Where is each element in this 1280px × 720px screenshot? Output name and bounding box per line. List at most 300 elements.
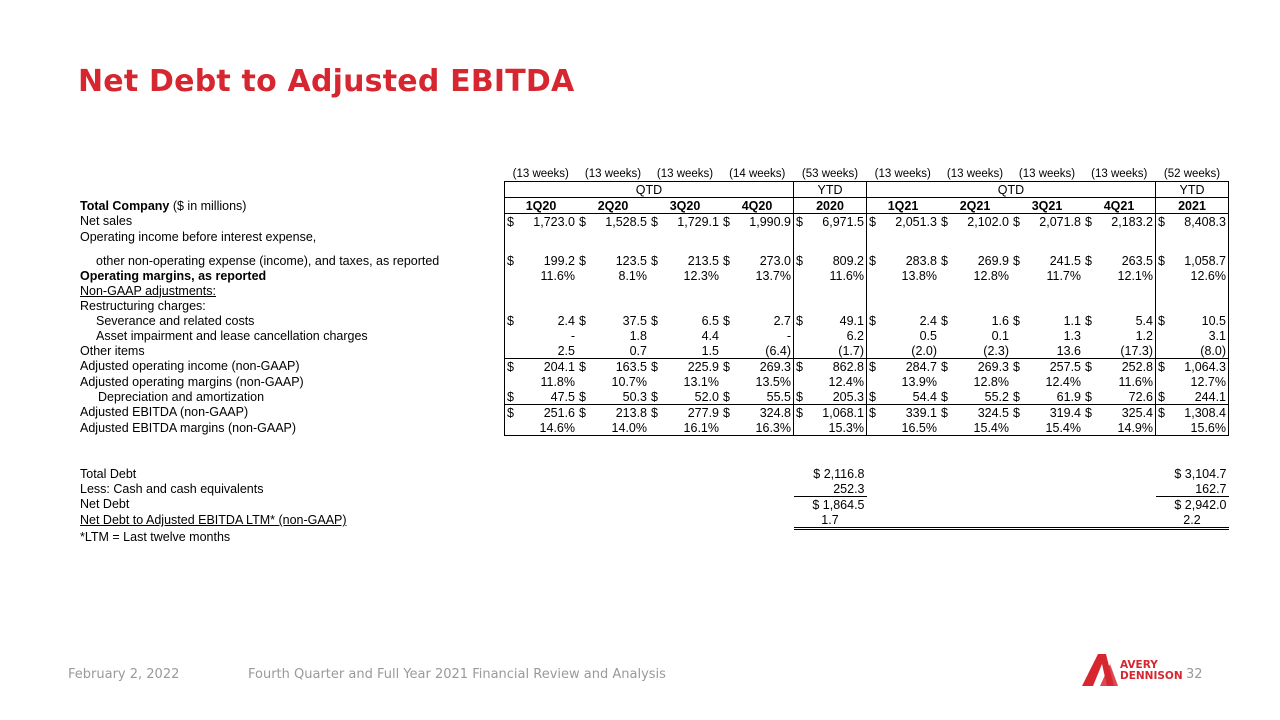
value-cell: 12.1% (1101, 268, 1156, 283)
dollar-sign: $ (867, 214, 886, 230)
value-cell: 12.8% (973, 268, 1009, 283)
ebitda-table (78, 166, 1229, 545)
value-cell (523, 298, 577, 313)
value-cell: 1,058.7 (1174, 244, 1229, 268)
logo-wordmark (1120, 660, 1183, 682)
value-cell: 55.5 (739, 389, 794, 405)
value-cell: 11.6% (540, 268, 575, 283)
dollar-sign (505, 298, 524, 313)
debt-label: Net Debt (80, 497, 130, 512)
value-cell (667, 283, 721, 298)
dollar-sign: $ (867, 313, 886, 328)
dollar-sign (1156, 343, 1175, 359)
value-cell: 10.5 (1174, 313, 1229, 328)
value-cell: 1,528.5 (605, 214, 647, 229)
value-cell: 13.7% (739, 268, 794, 283)
period-header-3Q20: 3Q20 (649, 198, 721, 214)
value-cell: 283.8 (905, 254, 937, 268)
value-cell: 6.2 (812, 328, 867, 343)
period-header-2Q20: 2Q20 (577, 198, 649, 214)
weeks-cell: (13 weeks) (656, 167, 714, 180)
value-cell: 325.4 (1101, 405, 1156, 421)
dollar-sign: $ (867, 244, 886, 268)
spacer-row (78, 436, 1229, 452)
row-adj-ebitda (78, 405, 1229, 421)
dollar-sign: $ (939, 389, 957, 405)
value-cell: 339.1 (905, 405, 937, 420)
value-cell: 1,308.4 (1174, 405, 1229, 421)
value-cell (595, 298, 649, 313)
dollar-sign: $ (867, 405, 886, 421)
value-cell: 1.1 (1063, 313, 1081, 328)
value-cell: 257.5 (1049, 359, 1081, 374)
row-label: Depreciation and amortization (98, 389, 265, 404)
debt-filler (867, 497, 1156, 513)
value-cell: - (570, 328, 575, 343)
debt-value-2021: $ 2,942.0 (1156, 497, 1229, 513)
value-cell: 163.5 (615, 359, 647, 374)
value-cell: 5.4 (1101, 313, 1156, 328)
dollar-sign (1011, 283, 1029, 298)
dollar-sign (1011, 328, 1029, 343)
value-cell: 11.6% (1101, 374, 1156, 389)
dollar-sign (505, 328, 524, 343)
debt-value-2021: 2.2 (1156, 512, 1229, 529)
dollar-sign (1011, 229, 1029, 244)
dollar-sign (1011, 298, 1029, 313)
debt-label: *LTM = Last twelve months (80, 529, 231, 544)
dollar-sign: $ (505, 313, 524, 328)
dollar-sign: $ (794, 405, 813, 421)
debt-value-2020: $ 2,116.8 (813, 466, 865, 481)
value-cell: 72.6 (1101, 389, 1156, 405)
dollar-sign: $ (651, 214, 658, 229)
dollar-sign (867, 374, 886, 389)
dollar-sign (1156, 298, 1175, 313)
dollar-sign: $ (505, 389, 524, 405)
value-cell: 12.6% (1174, 268, 1229, 283)
dollar-sign: $ (1013, 214, 1020, 229)
dollar-sign (794, 420, 813, 436)
value-cell: 14.0% (595, 420, 649, 436)
value-cell (1101, 283, 1156, 298)
value-cell: 13.9% (901, 374, 937, 389)
value-cell: 252.8 (1101, 359, 1156, 375)
page-title: Net Debt to Adjusted EBITDA (78, 64, 575, 99)
debt-value-2021: 162.7 (1195, 481, 1227, 496)
value-cell: 12.7% (1174, 374, 1229, 389)
value-cell: 15.4% (957, 420, 1011, 436)
value-cell: 0.5 (919, 328, 937, 343)
dollar-sign (939, 283, 957, 298)
value-cell: 213.5 (687, 254, 719, 268)
dollar-sign (794, 268, 813, 283)
value-cell: 1.3 (1063, 328, 1081, 343)
value-cell (595, 283, 649, 298)
dollar-sign (1083, 283, 1101, 298)
value-cell: (1.7) (812, 343, 867, 359)
weeks-row-label (78, 166, 505, 182)
financial-table-container (78, 166, 1229, 545)
debt-value-2020 (794, 529, 867, 546)
dollar-sign (1011, 374, 1029, 389)
dollar-sign (939, 420, 957, 436)
dollar-sign: $ (651, 359, 658, 374)
value-cell: 1,723.0 (533, 214, 575, 229)
spacer-row (78, 451, 1229, 466)
weeks-cell: (53 weeks) (801, 167, 859, 180)
dollar-sign: $ (867, 389, 886, 405)
dollar-sign: $ (1013, 405, 1020, 420)
weeks-cell: (13 weeks) (874, 167, 931, 180)
value-cell: 12.8% (973, 374, 1009, 389)
value-cell: 241.5 (1049, 254, 1081, 268)
dollar-sign (1011, 343, 1029, 359)
dollar-sign (649, 268, 667, 283)
value-cell: 324.5 (977, 405, 1009, 420)
debt-filler (867, 529, 1156, 546)
value-cell: 225.9 (687, 359, 719, 374)
dollar-sign (505, 343, 524, 359)
value-cell (1029, 229, 1083, 244)
debt-row-ratio (78, 512, 1229, 529)
dollar-sign (649, 298, 667, 313)
period-header-1Q20: 1Q20 (505, 198, 578, 214)
period-header-2020: 2020 (794, 198, 867, 214)
dollar-sign: $ (794, 244, 813, 268)
dollar-sign (939, 328, 957, 343)
spacer-cell (78, 451, 1229, 466)
value-cell: 13.6 (1029, 343, 1083, 359)
value-cell: 55.2 (957, 389, 1011, 405)
period-header-2021: 2021 (1156, 198, 1229, 214)
value-cell: 37.5 (622, 313, 647, 328)
value-cell: 15.4% (1029, 420, 1083, 436)
value-cell: 204.1 (543, 359, 575, 374)
debt-filler (505, 512, 794, 529)
dollar-sign (577, 283, 595, 298)
dollar-sign: $ (1085, 214, 1092, 229)
row-label: Asset impairment and lease cancellation charges (96, 328, 368, 343)
value-cell: 1.5 (667, 343, 721, 359)
row-label: Severance and related costs (96, 313, 255, 328)
row-op-margins (78, 268, 1229, 283)
group-header-qtd: QTD (505, 182, 794, 198)
dollar-sign (939, 374, 957, 389)
value-cell (739, 298, 794, 313)
value-cell: 251.6 (543, 405, 575, 420)
value-cell: 324.8 (739, 405, 794, 421)
dollar-sign: $ (723, 313, 730, 328)
value-cell: 13.5% (739, 374, 794, 389)
dollar-sign (1156, 374, 1175, 389)
group-header-ytd: YTD (1156, 182, 1229, 198)
debt-row-footnote (78, 529, 1229, 546)
row-severance (78, 313, 1229, 328)
period-header-4Q21: 4Q21 (1083, 198, 1156, 214)
row-label: Operating income before interest expense, (80, 229, 317, 244)
value-cell: 52.0 (667, 389, 721, 405)
dollar-sign (721, 268, 739, 283)
dollar-sign (649, 374, 667, 389)
value-cell: 12.4% (1045, 374, 1081, 389)
row-label: Operating margins, as reported (80, 268, 267, 283)
value-cell: (2.3) (957, 343, 1011, 359)
dollar-sign: $ (579, 313, 586, 328)
row-label: Restructuring charges: (80, 298, 206, 313)
value-cell (523, 283, 577, 298)
value-cell (1101, 298, 1156, 313)
weeks-cell: (13 weeks) (946, 167, 1004, 180)
debt-filler (867, 512, 1156, 529)
value-cell: 6,971.5 (812, 214, 867, 230)
dollar-sign (794, 343, 813, 359)
group-header-label (78, 182, 505, 198)
debt-row-total-debt (78, 466, 1229, 481)
dollar-sign (867, 229, 886, 244)
value-cell: 11.8% (540, 374, 575, 389)
period-header-4Q20: 4Q20 (721, 198, 794, 214)
debt-label: Net Debt to Adjusted EBITDA LTM* (non-GAAP) (80, 513, 347, 528)
value-cell (667, 298, 721, 313)
value-cell: 61.9 (1029, 389, 1083, 405)
dollar-sign: $ (1085, 359, 1092, 374)
period-header-1Q21: 1Q21 (867, 198, 940, 214)
value-cell: 6.5 (701, 313, 719, 328)
dollar-sign (577, 420, 595, 436)
dollar-sign (505, 229, 524, 244)
dollar-sign (721, 328, 739, 343)
dollar-sign: $ (649, 389, 667, 405)
value-cell (957, 283, 1011, 298)
row-adj-op-margins (78, 374, 1229, 389)
row-other-items (78, 343, 1229, 359)
period-header-3Q21: 3Q21 (1011, 198, 1083, 214)
value-cell: 2,183.2 (1101, 214, 1156, 230)
value-cell: 2.7 (739, 313, 794, 328)
dollar-sign (577, 328, 595, 343)
dollar-sign: $ (1011, 389, 1029, 405)
dollar-sign: $ (1083, 389, 1101, 405)
dollar-sign (1156, 420, 1175, 436)
value-cell: 13.8% (901, 268, 937, 283)
value-cell: (17.3) (1101, 343, 1156, 359)
value-cell: 1.6 (991, 313, 1009, 328)
dollar-sign (939, 298, 957, 313)
dollar-sign: $ (723, 214, 730, 229)
dollar-sign (1083, 420, 1101, 436)
value-cell: 12.4% (812, 374, 867, 389)
row-restructuring (78, 298, 1229, 313)
dollar-sign (867, 298, 886, 313)
value-cell: 14.6% (523, 420, 577, 436)
dollar-sign (794, 283, 813, 298)
value-cell: 269.3 (977, 359, 1009, 374)
value-cell: 11.6% (812, 268, 867, 283)
value-cell (595, 229, 649, 244)
total-company-units: ($ in millions) (169, 198, 247, 213)
value-cell: 13.1% (683, 374, 719, 389)
value-cell: 213.8 (615, 405, 647, 420)
dollar-sign (721, 229, 739, 244)
dollar-sign: $ (941, 313, 948, 328)
group-header-qtd: QTD (867, 182, 1156, 198)
dollar-sign (649, 328, 667, 343)
value-cell: 16.5% (885, 420, 939, 436)
value-cell: 1,729.1 (677, 214, 719, 229)
dollar-sign: $ (579, 405, 586, 420)
dollar-sign (1083, 328, 1101, 343)
value-cell: 15.3% (812, 420, 867, 436)
row-net-sales (78, 214, 1229, 230)
debt-value-2021 (1156, 529, 1229, 546)
dollar-sign (794, 298, 813, 313)
dollar-sign: $ (505, 405, 524, 421)
value-cell: 2,071.8 (1039, 214, 1081, 229)
dollar-sign (794, 374, 813, 389)
debt-row-cash (78, 481, 1229, 497)
dollar-sign (649, 420, 667, 436)
value-cell: 244.1 (1174, 389, 1229, 405)
group-header-ytd: YTD (794, 182, 867, 198)
dollar-sign: $ (867, 359, 886, 375)
value-cell (812, 283, 867, 298)
dollar-sign: $ (1085, 405, 1092, 420)
dollar-sign (577, 374, 595, 389)
value-cell (957, 229, 1011, 244)
debt-value-2021: $ 3,104.7 (1174, 466, 1227, 481)
debt-value-2020: $ 1,864.5 (794, 497, 867, 513)
dollar-sign (721, 343, 739, 359)
value-cell: (8.0) (1174, 343, 1229, 359)
dollar-sign: $ (941, 359, 948, 374)
dollar-sign: $ (1085, 313, 1092, 328)
value-cell: 263.5 (1101, 244, 1156, 268)
footer-date: February 2, 2022 (68, 667, 180, 682)
value-cell: (2.0) (885, 343, 939, 359)
dollar-sign: $ (1156, 313, 1175, 328)
period-header-2Q21: 2Q21 (939, 198, 1011, 214)
value-cell (1101, 229, 1156, 244)
value-cell: 0.1 (991, 328, 1009, 343)
dollar-sign (505, 420, 524, 436)
weeks-cell: (52 weeks) (1163, 167, 1221, 180)
value-cell: 809.2 (812, 244, 867, 268)
dollar-sign: $ (941, 214, 948, 229)
dollar-sign: $ (579, 359, 586, 374)
dollar-sign: $ (941, 254, 948, 268)
row-label: Adjusted operating income (non-GAAP) (80, 359, 300, 374)
value-cell: 2.4 (919, 313, 937, 328)
total-company-bold: Total Company (80, 198, 170, 213)
value-cell: 49.1 (812, 313, 867, 328)
dollar-sign: $ (794, 359, 813, 375)
debt-filler (505, 466, 794, 481)
weeks-row (78, 166, 1229, 182)
dollar-sign (794, 229, 813, 244)
debt-filler (867, 466, 1156, 481)
value-cell: 199.2 (543, 254, 575, 268)
dollar-sign: $ (941, 405, 948, 420)
dollar-sign: $ (794, 313, 813, 328)
debt-label: Total Debt (80, 466, 137, 481)
dollar-sign (867, 268, 886, 283)
dollar-sign (867, 283, 886, 298)
value-cell (667, 229, 721, 244)
dollar-sign (1011, 420, 1029, 436)
debt-filler (505, 529, 794, 546)
value-cell: 2.4 (557, 313, 575, 328)
dollar-sign: $ (505, 359, 524, 375)
dollar-sign: $ (723, 254, 730, 268)
value-cell (1174, 298, 1229, 313)
value-cell: 2,051.3 (895, 214, 937, 229)
dollar-sign (1083, 374, 1101, 389)
footer-title: Fourth Quarter and Full Year 2021 Financial Review and Analysis (248, 667, 666, 682)
logo-line-1: AVERY (1120, 659, 1158, 671)
dollar-sign: $ (721, 389, 739, 405)
value-cell: 8,408.3 (1174, 214, 1229, 230)
weeks-cell: (13 weeks) (512, 167, 569, 180)
value-cell: 12.3% (683, 268, 719, 283)
value-cell: 16.3% (739, 420, 794, 436)
debt-value-2020: 252.3 (833, 481, 865, 496)
row-adj-op-income (78, 359, 1229, 375)
dollar-sign: $ (1156, 244, 1175, 268)
dollar-sign: $ (1013, 359, 1020, 374)
row-non-gaap (78, 283, 1229, 298)
value-cell: 284.7 (905, 359, 937, 374)
value-cell: 47.5 (523, 389, 577, 405)
dollar-sign: $ (651, 254, 658, 268)
value-cell (812, 298, 867, 313)
dollar-sign (939, 229, 957, 244)
dollar-sign: $ (651, 405, 658, 420)
dollar-sign (1156, 328, 1175, 343)
dollar-sign (794, 328, 813, 343)
dollar-sign (939, 343, 957, 359)
value-cell: 862.8 (812, 359, 867, 375)
dollar-sign (577, 343, 595, 359)
dollar-sign: $ (723, 405, 730, 420)
value-cell (1029, 283, 1083, 298)
dollar-sign (1156, 268, 1175, 283)
value-cell (957, 298, 1011, 313)
dollar-sign: $ (723, 359, 730, 374)
dollar-sign: $ (1085, 254, 1092, 268)
value-cell: (6.4) (739, 343, 794, 359)
debt-label: Less: Cash and cash equivalents (80, 481, 264, 496)
dollar-sign (867, 328, 886, 343)
group-header-row (78, 182, 1229, 198)
dollar-sign (1083, 229, 1101, 244)
dollar-sign: $ (1156, 214, 1175, 230)
dollar-sign (721, 374, 739, 389)
dollar-sign (1011, 268, 1029, 283)
dollar-sign: $ (1156, 389, 1175, 405)
row-op-income-line1 (78, 229, 1229, 244)
weeks-cell: (13 weeks) (584, 167, 642, 180)
debt-value-2020: 1.7 (794, 512, 867, 529)
row-op-income (78, 244, 1229, 268)
dollar-sign (577, 268, 595, 283)
value-cell: - (739, 328, 794, 343)
dollar-sign (505, 268, 524, 283)
value-cell: 4.4 (701, 328, 719, 343)
dollar-sign (1156, 283, 1175, 298)
value-cell (1174, 229, 1229, 244)
value-cell: 277.9 (687, 405, 719, 420)
